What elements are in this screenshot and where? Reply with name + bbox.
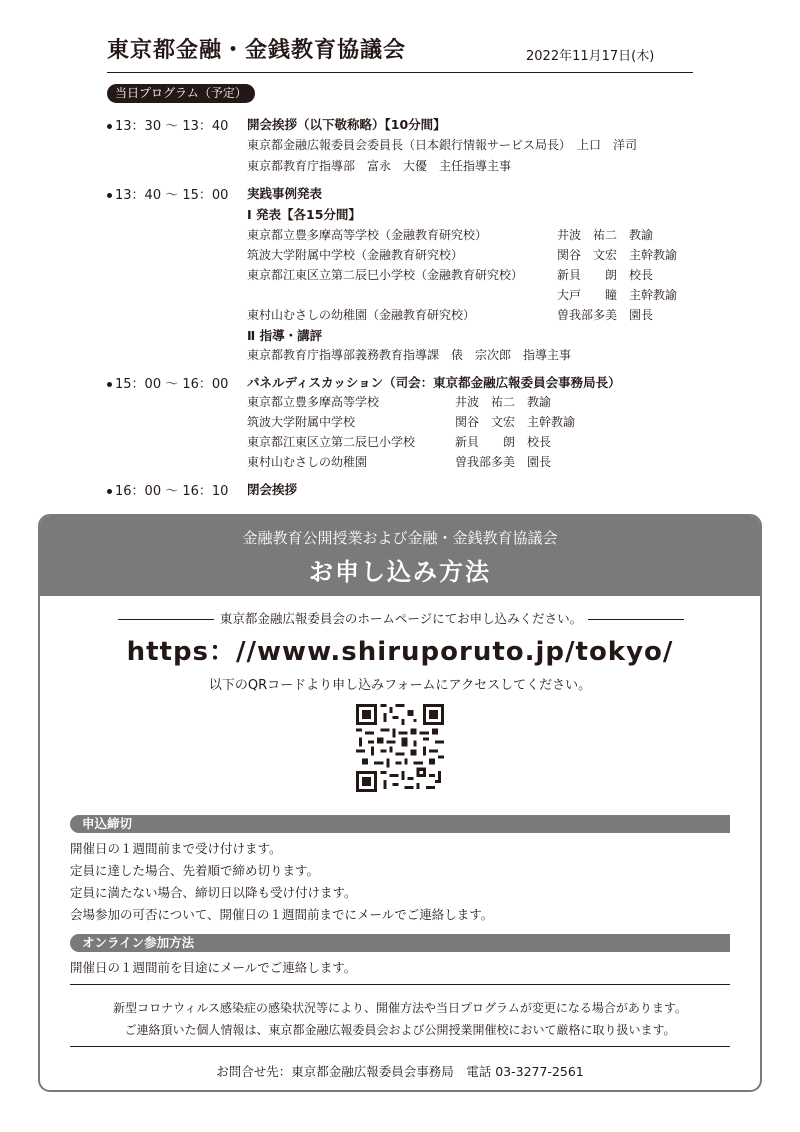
- presenter-name: 曽我部多美 園長: [557, 308, 654, 322]
- program-time-2: 13：40 〜 15：00: [107, 184, 228, 203]
- online-section-header: オンライン参加方法: [70, 934, 730, 952]
- online-line: 開催日の１週間前を目途にメールでご連絡します。: [70, 960, 357, 975]
- application-url-link[interactable]: https：//www.shiruporuto.jp/tokyo/: [126, 637, 674, 667]
- program-line: 東京都教育庁指導部義務教育指導課 俵 宗次郎 指導主事: [247, 348, 572, 362]
- notes-divider: [70, 984, 730, 985]
- page-title: 東京都金融・金銭教育協議会: [107, 38, 407, 63]
- deadline-line: 定員に達した場合、先着順で締め切ります。: [70, 863, 320, 878]
- panel-name: 新貝 朗 校長: [455, 435, 552, 449]
- program-subhead: Ⅱ 指導・講評: [247, 328, 323, 343]
- title-divider: [107, 72, 693, 73]
- presenter-school: 東京都立豊多摩高等学校（金融教育研究校）: [247, 228, 488, 242]
- program-title-3: パネルディスカッション（司会：東京都金融広報委員会事務局長）: [247, 375, 621, 390]
- deadline-line: 会場参加の可否について、開催日の１週間前までにメールでご連絡します。: [70, 907, 494, 922]
- panel-name: 関谷 文宏 主幹教諭: [455, 415, 576, 429]
- program-time-4: 16：00 〜 16：10: [107, 480, 228, 499]
- program-title-2: 実践事例発表: [247, 186, 323, 201]
- qr-code-icon[interactable]: [356, 704, 444, 792]
- deadline-line: 定員に満たない場合、締切日以降も受け付けます。: [70, 885, 357, 900]
- contact-divider: [70, 1046, 730, 1047]
- program-line: 東京都教育庁指導部 富永 大優 主任指導主事: [247, 159, 512, 173]
- bullet-icon: [107, 489, 112, 494]
- presenter-name: 大戸 瞳 主幹教諭: [557, 288, 678, 302]
- panel-name: 曽我部多美 園長: [455, 455, 552, 469]
- contact-info: お問合せ先：東京都金融広報委員会事務局 電話 03-3277-2561: [216, 1064, 584, 1079]
- application-header: [40, 516, 760, 596]
- bullet-icon: [107, 193, 112, 198]
- deadline-line: 開催日の１週間前まで受け付けます。: [70, 841, 282, 856]
- panel-school: 東京都立豊多摩高等学校: [247, 395, 380, 409]
- note-line: ご連絡頂いた個人情報は、東京都金融広報委員会および公開授業開催校において厳格に取り扱います。: [124, 1023, 676, 1037]
- program-badge: 当日プログラム（予定）: [107, 84, 255, 103]
- application-title: お申し込み方法: [309, 558, 491, 586]
- program-time-1: 13：30 〜 13：40: [107, 115, 228, 134]
- application-subtitle: 金融教育公開授業および金融・金銭教育協議会: [242, 529, 558, 547]
- panel-school: 筑波大学附属中学校: [247, 415, 356, 429]
- deadline-section-header: 申込締切: [70, 815, 730, 833]
- presenter-name: 新貝 朗 校長: [557, 268, 654, 282]
- program-time-3: 15：00 〜 16：00: [107, 373, 228, 392]
- note-line: 新型コロナウィルス感染症の感染状況等により、開催方法や当日プログラムが変更になる場合があります。: [113, 1001, 687, 1015]
- panel-school: 東京都江東区立第二辰巳小学校: [247, 435, 416, 449]
- presenter-school: 東京都江東区立第二辰巳小学校（金融教育研究校）: [247, 268, 524, 282]
- bullet-icon: [107, 124, 112, 129]
- presenter-school: 東村山むさしの幼稚園（金融教育研究校）: [247, 308, 476, 322]
- bullet-icon: [107, 382, 112, 387]
- presenter-name: 関谷 文宏 主幹教諭: [557, 248, 678, 262]
- panel-school: 東村山むさしの幼稚園: [247, 455, 368, 469]
- program-title-4: 閉会挨拶: [247, 482, 298, 497]
- program-subhead: Ⅰ 発表【各15分間】: [247, 207, 361, 222]
- presenter-school: 筑波大学附属中学校（金融教育研究校）: [247, 248, 464, 262]
- homepage-instruction: 東京都金融広報委員会のホームページにてお申し込みください。: [75, 609, 727, 627]
- program-line: 東京都金融広報委員会委員長（日本銀行情報サービス局長） 上口 洋司: [247, 138, 638, 152]
- panel-name: 井波 祐二 教諭: [455, 395, 552, 409]
- event-date: 2022年11月17日(木): [526, 49, 655, 64]
- presenter-name: 井波 祐二 教諭: [557, 228, 654, 242]
- qr-instruction: 以下のQRコードより申し込みフォームにアクセスしてください。: [208, 678, 592, 693]
- program-title-1: 開会挨拶（以下敬称略）【10分間】: [247, 117, 446, 132]
